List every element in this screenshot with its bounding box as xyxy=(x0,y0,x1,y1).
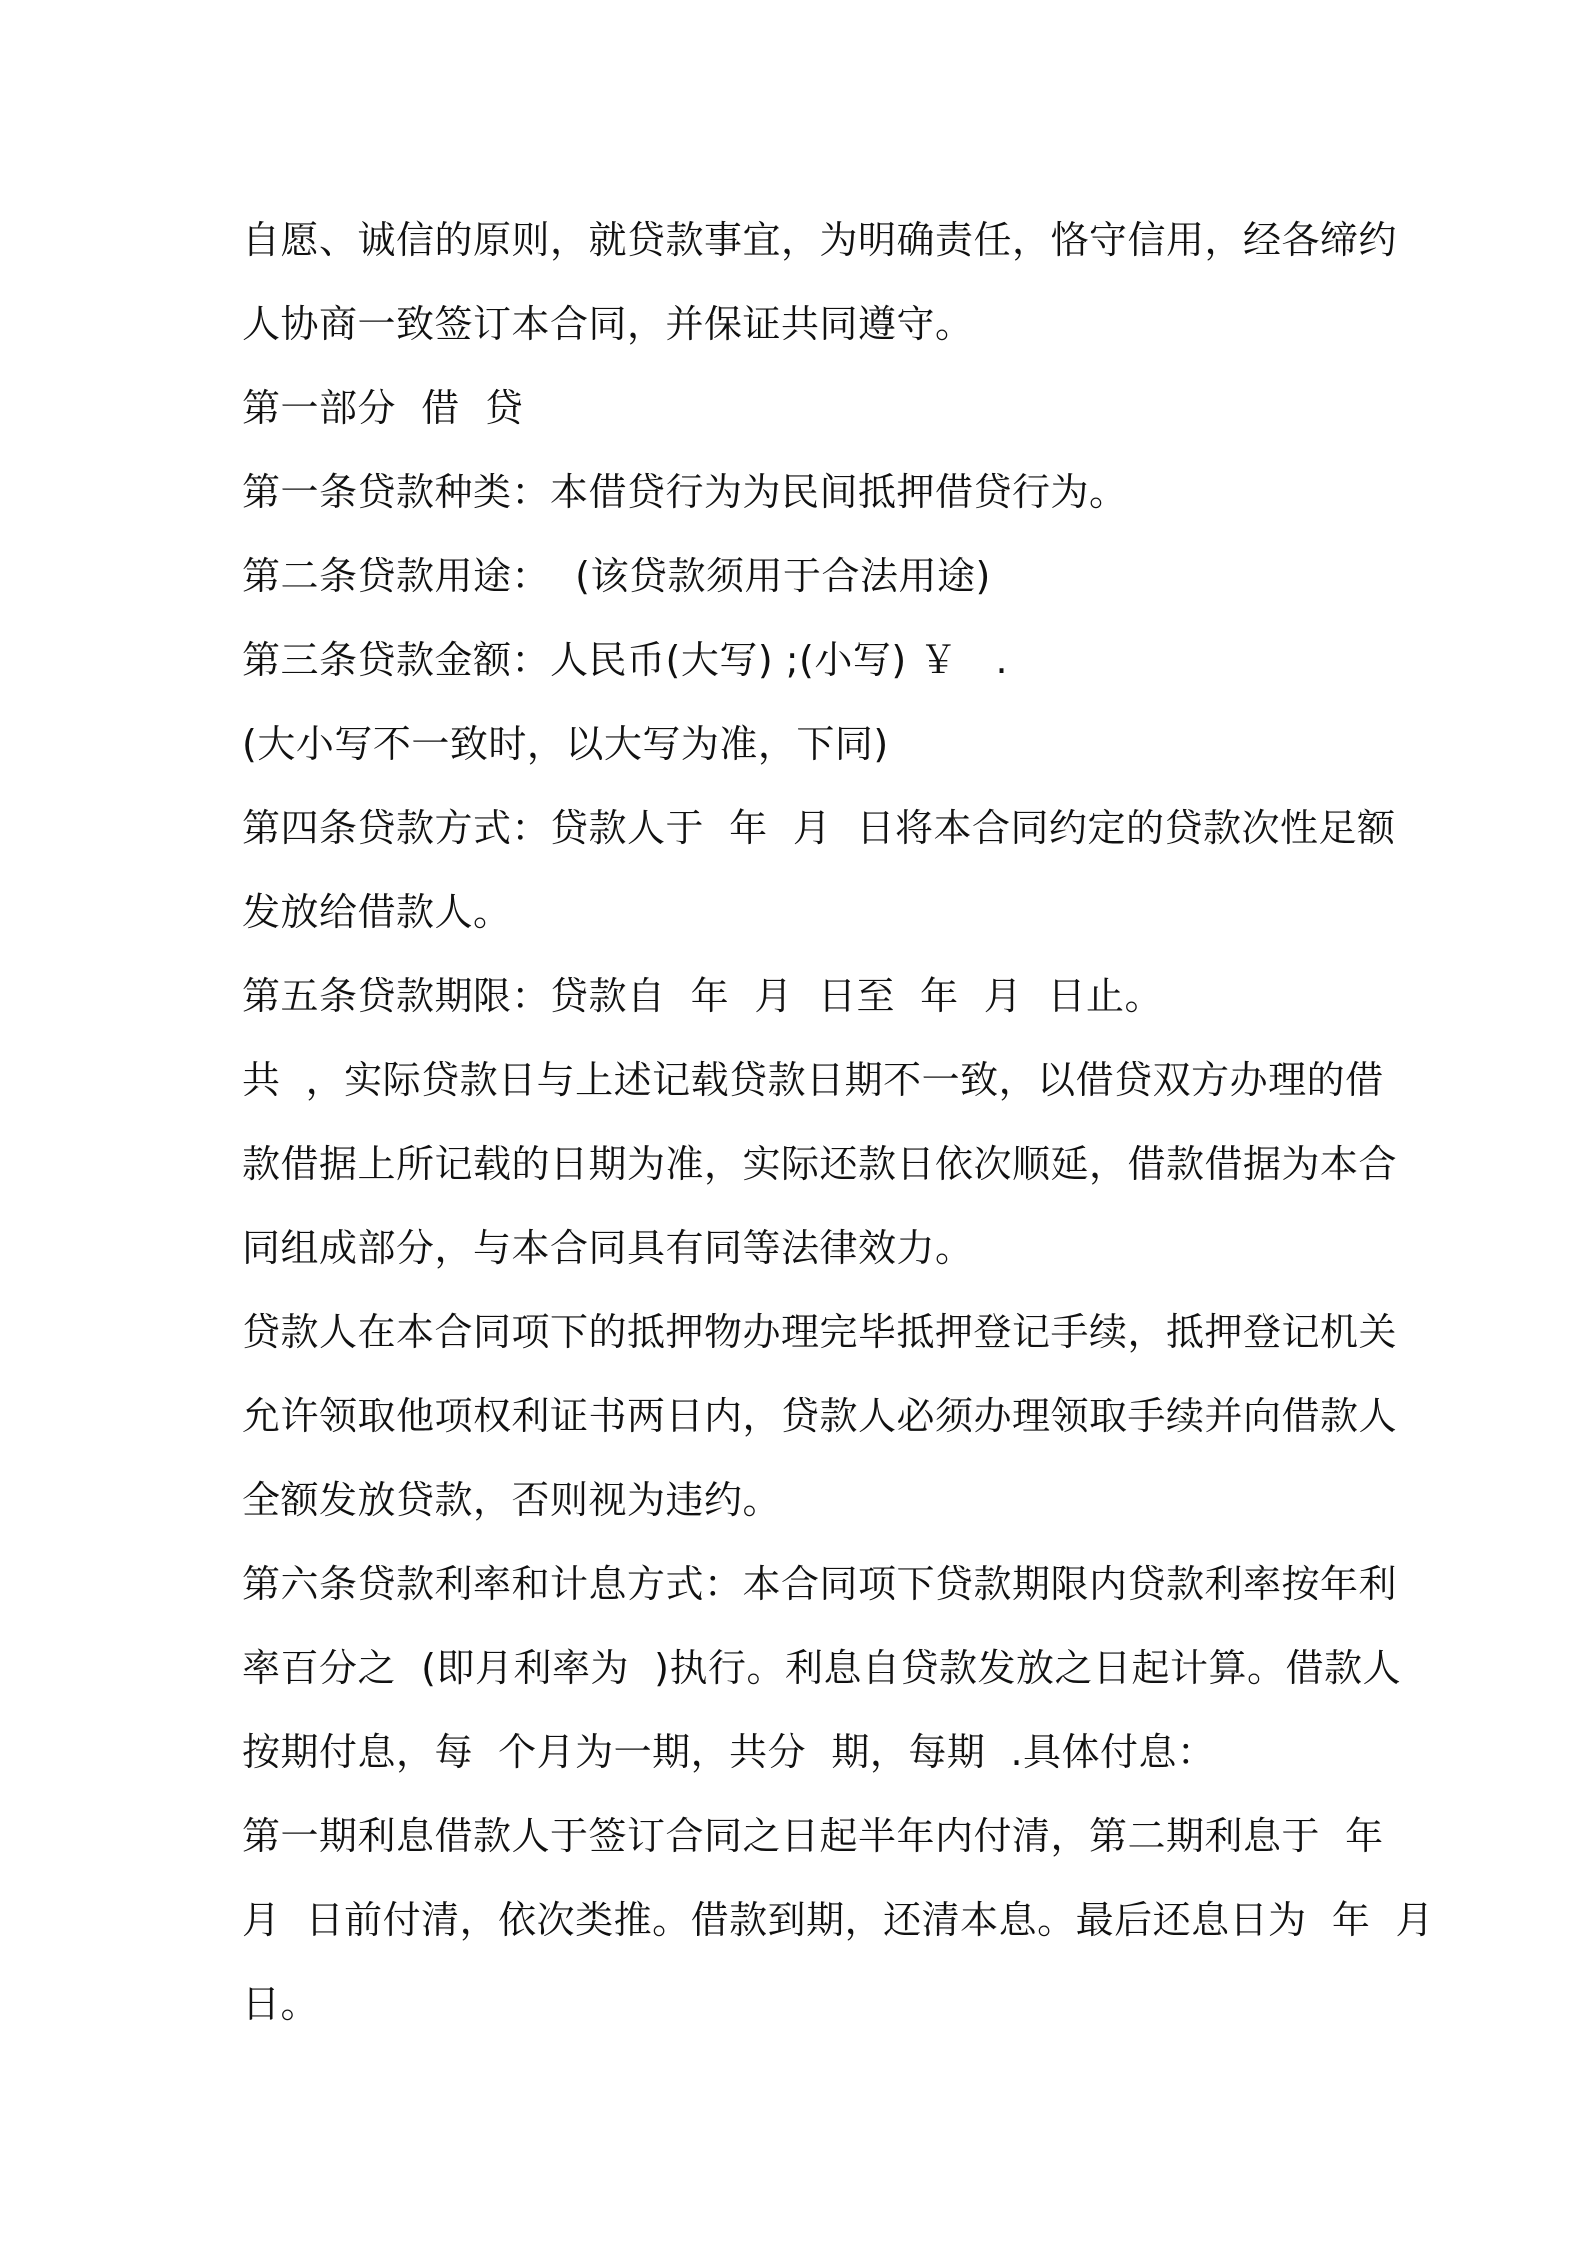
interest-paragraph: 月 日前付清，依次类推。借款到期，还清本息。最后还息日为 年 月 xyxy=(242,1898,1434,1942)
article-5-cont: 共 ，实际贷款日与上述记载贷款日期不一致，以借贷双方办理的借 xyxy=(242,1058,1384,1102)
mortgage-paragraph: 允许领取他项权利证书两日内，贷款人必须办理领取手续并向借款人 xyxy=(242,1394,1398,1438)
paragraph-line: 人协商一致签订本合同，并保证共同遵守。 xyxy=(242,302,974,346)
interest-paragraph: 日。 xyxy=(242,1982,320,2026)
article-3-note: (大小写不一致时，以大写为准，下同) xyxy=(242,722,889,766)
article-3: 第三条贷款金额：人民币(大写) ;(小写) ￥ . xyxy=(242,638,1009,682)
article-4-cont: 发放给借款人。 xyxy=(242,890,512,934)
contract-body xyxy=(242,198,1434,2046)
article-2: 第二条贷款用途： (该贷款须用于合法用途) xyxy=(242,554,991,598)
article-6-cont: 按期付息，每 个月为一期，共分 期，每期 .具体付息： xyxy=(242,1730,1216,1774)
interest-paragraph: 第一期利息借款人于签订合同之日起半年内付清，第二期利息于 年 xyxy=(242,1814,1384,1858)
article-5-cont: 款借据上所记载的日期为准，实际还款日依次顺延，借款借据为本合 xyxy=(242,1142,1398,1186)
article-5-cont: 同组成部分，与本合同具有同等法律效力。 xyxy=(242,1226,974,1270)
mortgage-paragraph: 全额发放贷款，否则视为违约。 xyxy=(242,1478,782,1522)
article-1: 第一条贷款种类：本借贷行为为民间抵押借贷行为。 xyxy=(242,470,1128,514)
article-6-cont: 率百分之 (即月利率为 )执行。利息自贷款发放之日起计算。借款人 xyxy=(242,1646,1401,1690)
paragraph-line: 自愿、诚信的原则，就贷款事宜，为明确责任，恪守信用，经各缔约 xyxy=(242,218,1398,262)
article-4: 第四条贷款方式：贷款人于 年 月 日将本合同约定的贷款次性足额 xyxy=(242,806,1396,850)
article-5: 第五条贷款期限：贷款自 年 月 日至 年 月 日止。 xyxy=(242,974,1163,1018)
article-6: 第六条贷款利率和计息方式：本合同项下贷款期限内贷款利率按年利 xyxy=(242,1562,1398,1606)
mortgage-paragraph: 贷款人在本合同项下的抵押物办理完毕抵押登记手续，抵押登记机关 xyxy=(242,1310,1398,1354)
section-heading: 第一部分 借 贷 xyxy=(242,386,524,430)
